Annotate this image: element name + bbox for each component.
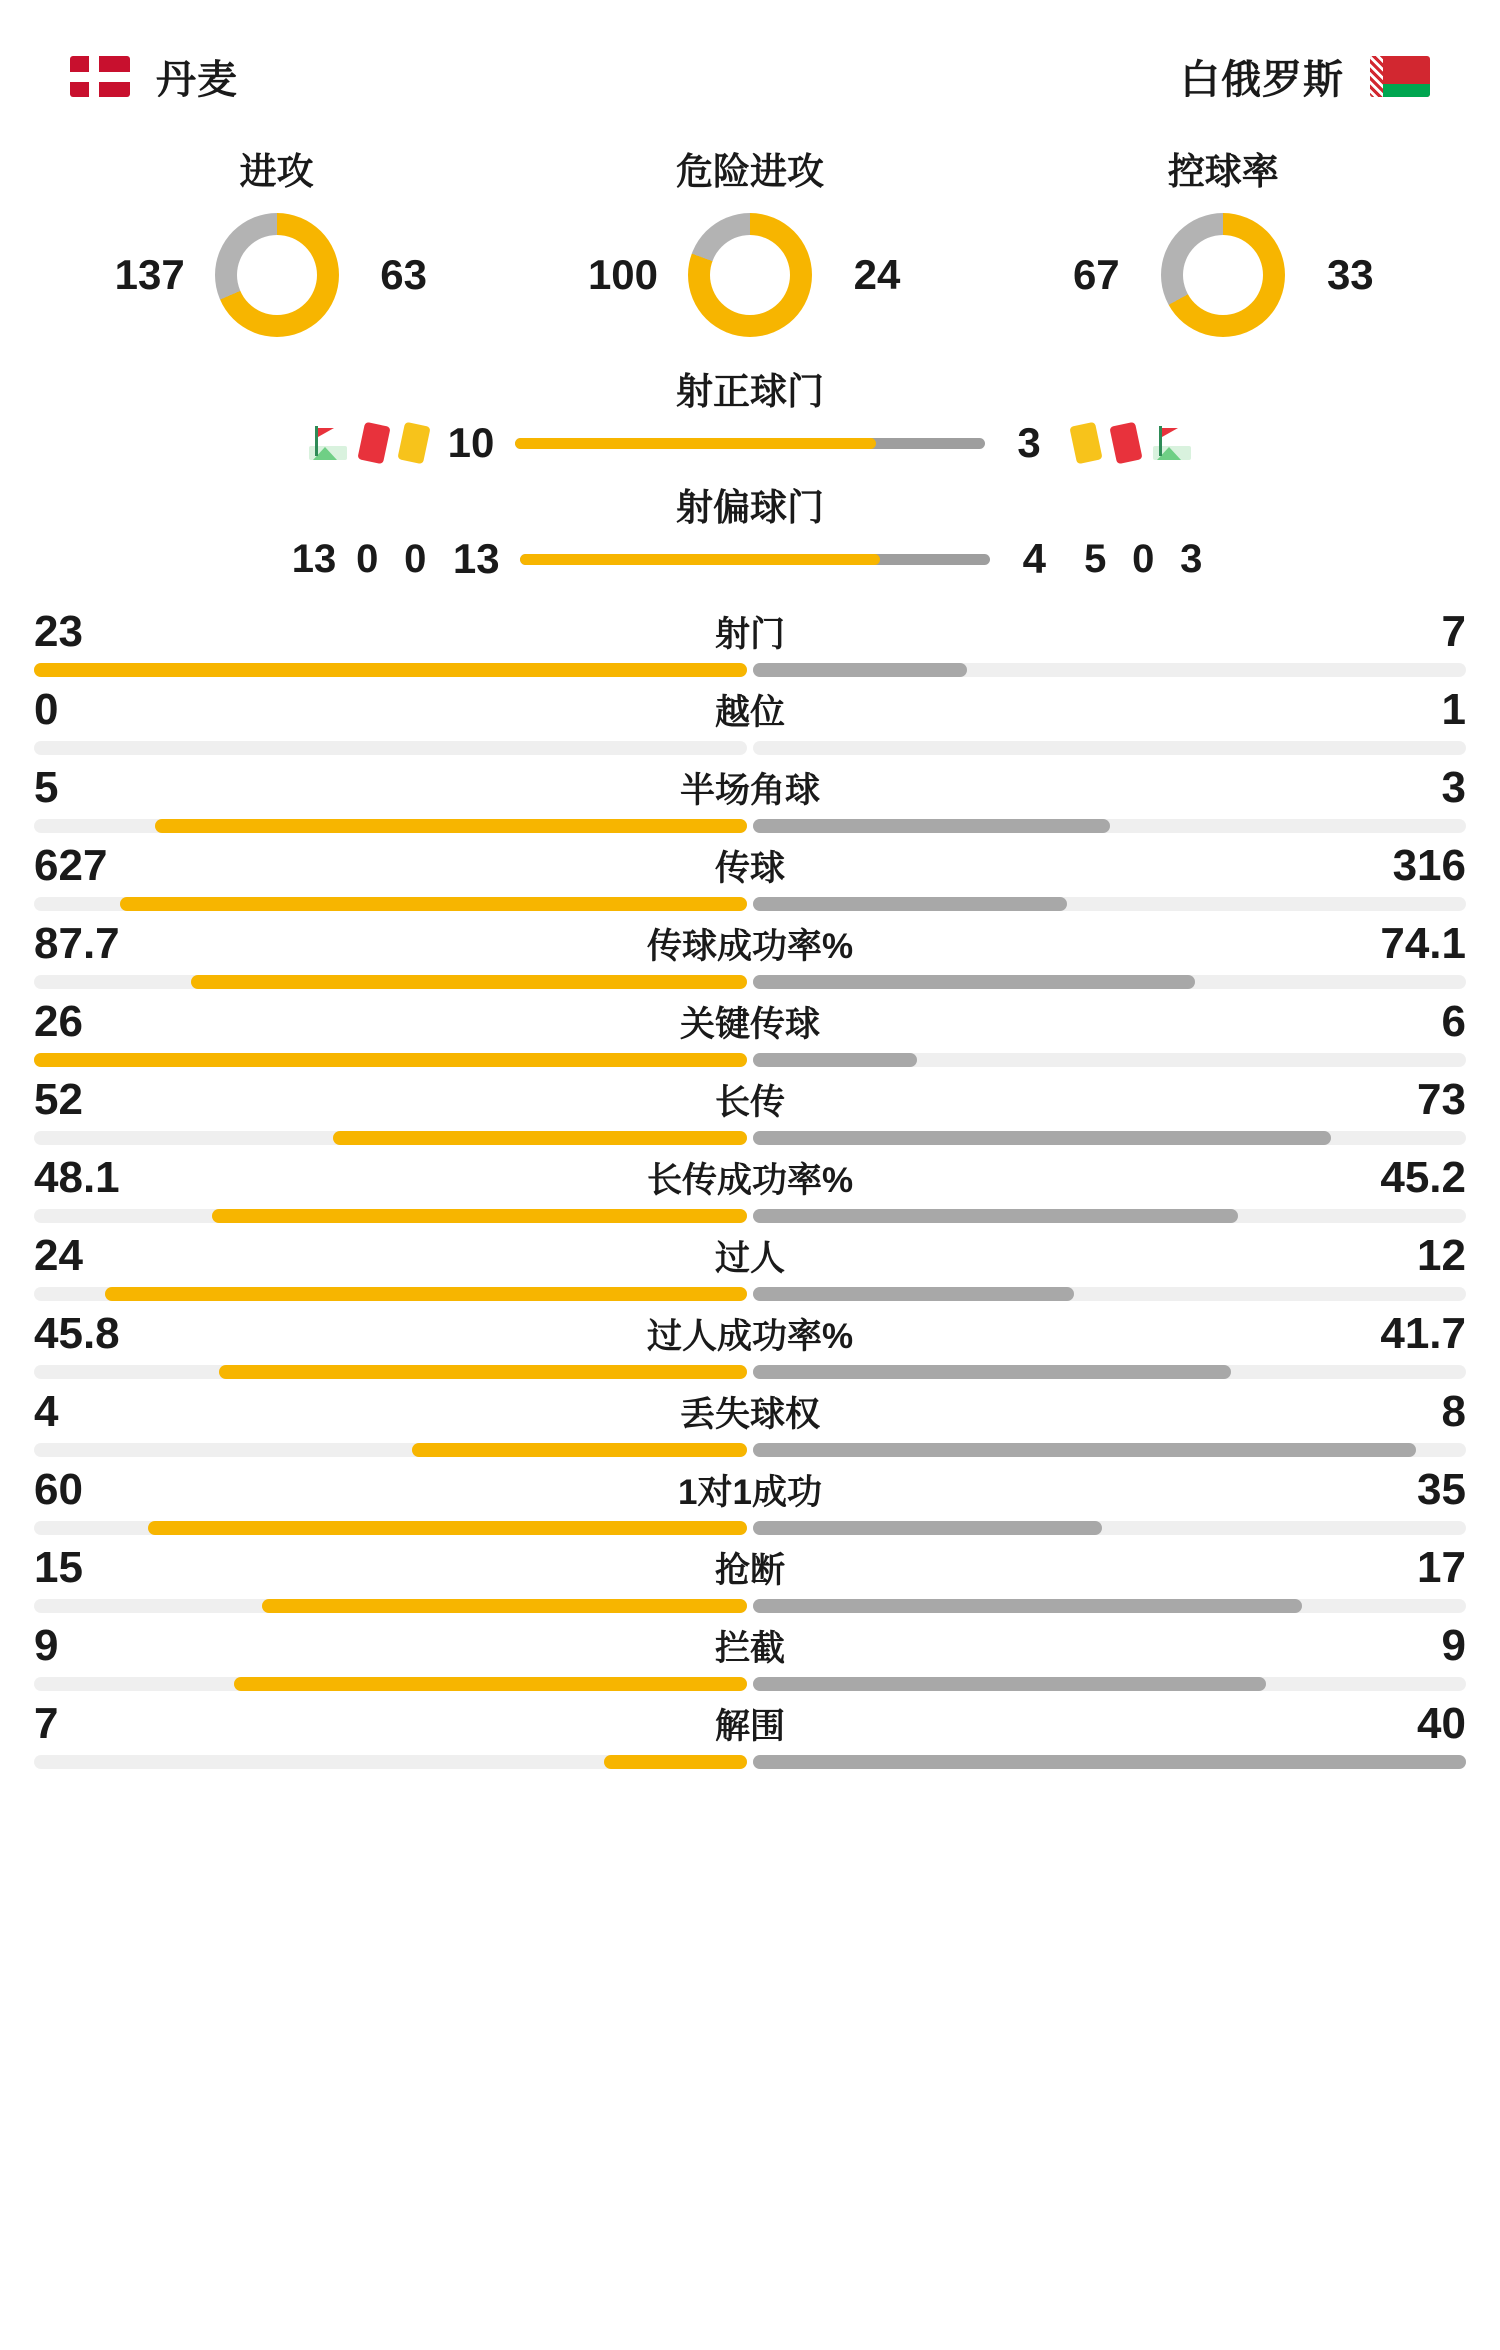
stat-home-value: 5 — [34, 763, 59, 812]
donut-chart — [688, 213, 812, 337]
stat-home-value: 15 — [34, 1543, 83, 1592]
stat-away-value: 74.1 — [1380, 919, 1466, 968]
stat-home-value: 24 — [34, 1231, 83, 1280]
stat-away-bar — [753, 1053, 1466, 1067]
stat-away-value: 1 — [1441, 685, 1466, 734]
stat-away-bar — [753, 1599, 1466, 1613]
stat-row — [0, 1691, 1500, 1769]
stat-away-bar — [753, 1443, 1466, 1457]
red-card-icon — [357, 422, 390, 465]
stat-away-bar — [753, 975, 1466, 989]
corner-flag-icon — [309, 426, 347, 460]
stat-away-value: 3 — [1441, 763, 1466, 812]
stat-row — [0, 1379, 1500, 1457]
stat-home-bar — [34, 1053, 747, 1067]
stat-label: 过人 — [714, 1239, 785, 1278]
donut-home-value: 100 — [587, 251, 659, 298]
shots-on-target-away-value: 3 — [1017, 419, 1041, 466]
away-team-name: 白俄罗斯 — [1180, 58, 1344, 102]
stat-home-bar — [34, 741, 747, 755]
stat-home-bar — [34, 1131, 747, 1145]
belarus-flag-icon — [1370, 56, 1430, 97]
match-header — [0, 0, 1500, 135]
shots-off-target-home-value: 13 — [452, 535, 500, 582]
stat-label: 传球 — [714, 849, 785, 888]
donut-block — [989, 141, 1458, 337]
yellow-card-icon — [397, 422, 430, 465]
stat-label: 长传成功率% — [646, 1161, 854, 1200]
stat-row — [0, 1457, 1500, 1535]
donut-stats-row — [0, 135, 1500, 347]
stat-row — [0, 989, 1500, 1067]
stat-label: 射门 — [714, 615, 785, 654]
stat-row — [0, 1223, 1500, 1301]
corner-flag-icon — [1153, 426, 1191, 460]
stat-home-bar — [34, 1677, 747, 1691]
stat-home-value: 627 — [34, 841, 108, 890]
stat-row — [0, 833, 1500, 911]
stat-home-bar — [34, 1521, 747, 1535]
stat-away-value: 45.2 — [1380, 1153, 1466, 1202]
home-yellow-card-count: 0 — [404, 536, 427, 581]
stat-away-bar — [753, 897, 1466, 911]
stat-away-value: 9 — [1441, 1621, 1466, 1670]
stat-home-bar — [34, 1755, 747, 1769]
stat-away-bar — [753, 1755, 1466, 1769]
stat-away-value: 7 — [1441, 607, 1466, 656]
home-icon-group — [309, 424, 427, 462]
stat-away-value: 316 — [1392, 841, 1466, 890]
stat-label: 解围 — [714, 1707, 785, 1746]
away-red-card-count: 0 — [1132, 536, 1155, 581]
home-red-card-count: 0 — [356, 536, 379, 581]
shots-on-target-section — [30, 361, 1470, 467]
stat-label: 过人成功率% — [646, 1317, 854, 1356]
top-bar-sections — [0, 347, 1500, 583]
stat-row — [0, 1535, 1500, 1613]
stat-home-value: 4 — [34, 1387, 59, 1436]
donut-chart — [1161, 213, 1285, 337]
stat-away-value: 35 — [1417, 1465, 1466, 1514]
stat-row — [0, 1145, 1500, 1223]
donut-block — [516, 141, 985, 337]
stat-home-value: 9 — [34, 1621, 59, 1670]
donut-home-value: 67 — [1072, 251, 1120, 298]
stat-label: 传球成功率% — [646, 927, 854, 966]
shots-off-target-bar — [520, 554, 990, 565]
stat-home-bar — [34, 975, 747, 989]
shots-on-target-label: 射正球门 — [676, 371, 824, 412]
stat-label: 半场角球 — [679, 771, 820, 810]
stat-row — [0, 911, 1500, 989]
donut-block — [42, 141, 511, 337]
donut-away-value: 33 — [1326, 251, 1374, 298]
stat-home-bar — [34, 663, 747, 677]
home-team-name: 丹麦 — [156, 58, 238, 102]
stat-home-bar — [34, 1365, 747, 1379]
stat-away-value: 41.7 — [1380, 1309, 1466, 1358]
stat-away-bar — [753, 1209, 1466, 1223]
stat-home-value: 48.1 — [34, 1153, 120, 1202]
stat-away-bar — [753, 1365, 1466, 1379]
donut-chart — [215, 213, 339, 337]
stat-row — [0, 1301, 1500, 1379]
stat-home-value: 60 — [34, 1465, 83, 1514]
stat-away-bar — [753, 1131, 1466, 1145]
stat-home-value: 45.8 — [34, 1309, 120, 1358]
stat-home-value: 7 — [34, 1699, 59, 1748]
stat-row — [0, 599, 1500, 677]
away-yellow-card-count: 5 — [1084, 536, 1107, 581]
home-corner-count: 13 — [291, 536, 337, 581]
stat-home-bar — [34, 1209, 747, 1223]
stat-row — [0, 1613, 1500, 1691]
stat-label: 丢失球权 — [679, 1395, 820, 1434]
stat-away-bar — [753, 741, 1466, 755]
stat-home-value: 52 — [34, 1075, 83, 1124]
red-card-icon — [1109, 422, 1142, 465]
stat-away-value: 17 — [1417, 1543, 1466, 1592]
stat-home-value: 23 — [34, 607, 83, 656]
home-team — [70, 48, 238, 105]
stat-row — [0, 1067, 1500, 1145]
stat-row — [0, 755, 1500, 833]
stat-away-bar — [753, 1677, 1466, 1691]
stat-home-value: 26 — [34, 997, 83, 1046]
shots-off-target-label: 射偏球门 — [676, 487, 824, 528]
donut-title: 进攻 — [239, 151, 314, 192]
stat-label: 拦截 — [714, 1629, 785, 1668]
donut-title: 控球率 — [1167, 151, 1279, 192]
yellow-card-icon — [1069, 422, 1102, 465]
donut-home-value: 137 — [114, 251, 185, 298]
denmark-flag-icon — [70, 56, 130, 97]
away-corner-count: 3 — [1180, 536, 1203, 581]
away-icon-group — [1073, 424, 1191, 462]
stat-home-bar — [34, 1443, 747, 1457]
stat-away-value: 6 — [1441, 997, 1466, 1046]
stat-home-bar — [34, 897, 747, 911]
away-team — [1180, 48, 1430, 105]
stats-list — [0, 593, 1500, 1799]
shots-off-target-away-value: 4 — [1022, 535, 1046, 582]
donut-away-value: 63 — [380, 251, 428, 298]
stat-home-bar — [34, 1599, 747, 1613]
stat-home-bar — [34, 1287, 747, 1301]
stat-label: 关键传球 — [679, 1005, 820, 1044]
stat-label: 抢断 — [714, 1551, 785, 1590]
shots-off-target-section — [30, 477, 1470, 583]
donut-title: 危险进攻 — [675, 151, 824, 192]
stat-away-value: 73 — [1417, 1075, 1466, 1124]
shots-on-target-bar — [515, 438, 985, 449]
stat-away-bar — [753, 1521, 1466, 1535]
stat-home-value: 0 — [34, 685, 59, 734]
stat-label: 越位 — [714, 693, 785, 732]
stat-away-bar — [753, 1287, 1466, 1301]
stat-label: 长传 — [714, 1083, 785, 1122]
stat-away-value: 12 — [1417, 1231, 1466, 1280]
stat-away-bar — [753, 663, 1466, 677]
stat-row — [0, 677, 1500, 755]
stat-home-value: 87.7 — [34, 919, 120, 968]
stat-label: 1对1成功 — [678, 1473, 822, 1512]
stat-home-bar — [34, 819, 747, 833]
stat-away-value: 40 — [1417, 1699, 1466, 1748]
stat-away-value: 8 — [1441, 1387, 1466, 1436]
stat-away-bar — [753, 819, 1466, 833]
donut-away-value: 24 — [853, 251, 901, 298]
shots-on-target-home-value: 10 — [447, 419, 495, 466]
